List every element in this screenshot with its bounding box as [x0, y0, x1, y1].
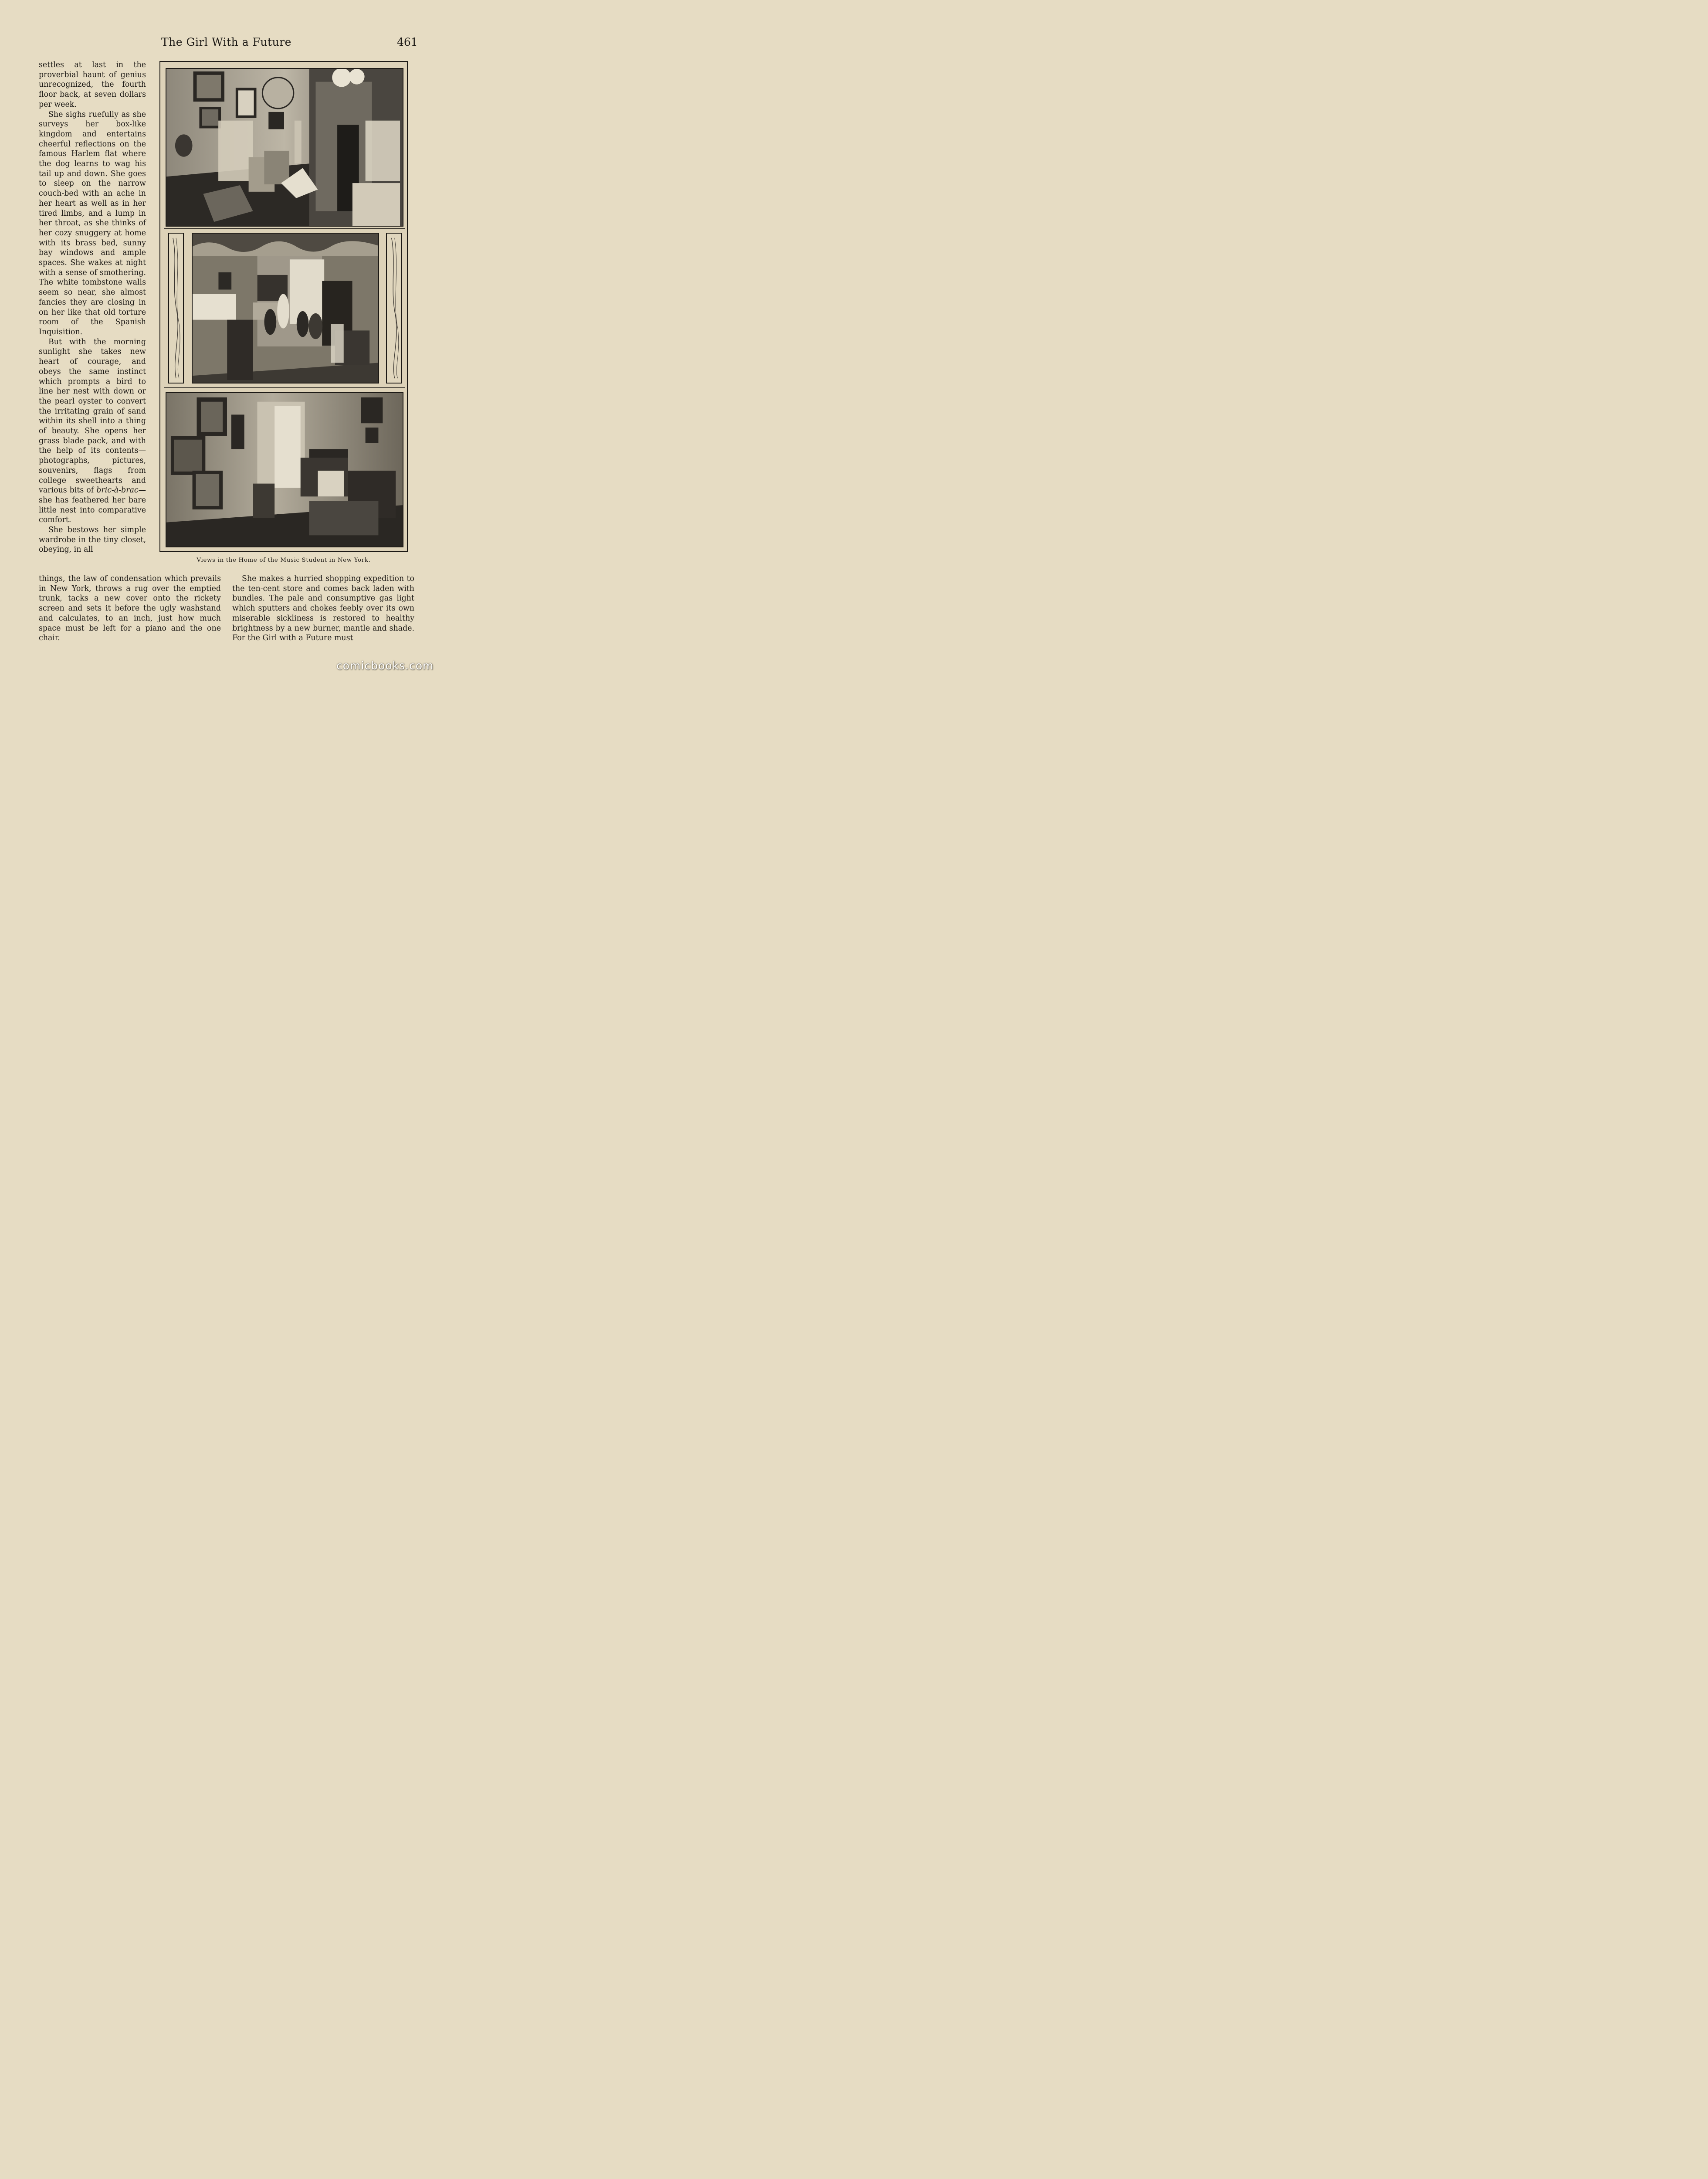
paragraph [39, 337, 146, 525]
italic-term: bric-à-brac [96, 486, 139, 495]
ornament-panel-right [386, 233, 402, 384]
paragraph: settles at last in the proverbial haunt of genius unrecognized, the fourth floor back, at seven dollars per week. [39, 61, 146, 109]
photo-room-middle [192, 233, 379, 384]
photo-room-top [166, 68, 403, 227]
page-number: 461 [397, 36, 418, 48]
photo-room-bottom [166, 392, 403, 547]
watermark: comicbooks.com [336, 659, 434, 672]
paragraph: She sighs ruefully as she surveys her box-like kingdom and entertains cheerful reflections on the famous Harlem flat where the dog learns to wag his tail up and down. She goes to sleep on the narrow couch-bed with an ache in her heart as well as in her tired limbs, and a lump in her throat, as she thinks of her cozy snuggery at home with its brass bed, sunny bay windows and ample spaces. She wakes at night with a sense of smothering. The white tombstone walls seem so near, she almost fancies they are closing in on her like that old torture room of the Spanish Inquisition. [39, 110, 146, 336]
text-run: But with the morning sunlight she takes new heart of courage, and obeys the same instinct which prompts a bird to line her nest with down or the pearl oyster to convert the irritating grain of sand within its shell into a thing of beauty. She opens her grass blade pack, and with the help of its contents—photographs, pictures, souvenirs, flags from college sweethearts and various bits of [39, 337, 146, 495]
text-run: —she has feathered her bare little nest into comparative comfort. [39, 486, 146, 525]
ornament-panel-left [168, 233, 184, 384]
bottom-right-text: She makes a hurried shopping expedition to the ten-cent store and comes back laden with bundles. The pale and consumptive gas light which sputters and chokes feebly over its own miserable sickliness is restored to healthy brightness by a new burner, mantle and shade. For the Girl with a Future must [232, 574, 414, 643]
left-text-column [39, 60, 146, 562]
figure-caption: Views in the Home of the Music Student in New York. [197, 557, 371, 563]
running-title: The Girl With a Future [161, 36, 291, 48]
bottom-left-text: things, the law of condensation which prevails in New York, throws a rug over the emptied trunk, tacks a new cover onto the rickety screen and sets it before the ugly washstand and calculates, to an inch, just how much space must be left for a piano and the one chair. [39, 574, 221, 643]
photo-plate [159, 61, 408, 552]
paragraph: She bestows her simple wardrobe in the tiny closet, obeying, in all [39, 526, 146, 554]
page-header [0, 36, 455, 51]
